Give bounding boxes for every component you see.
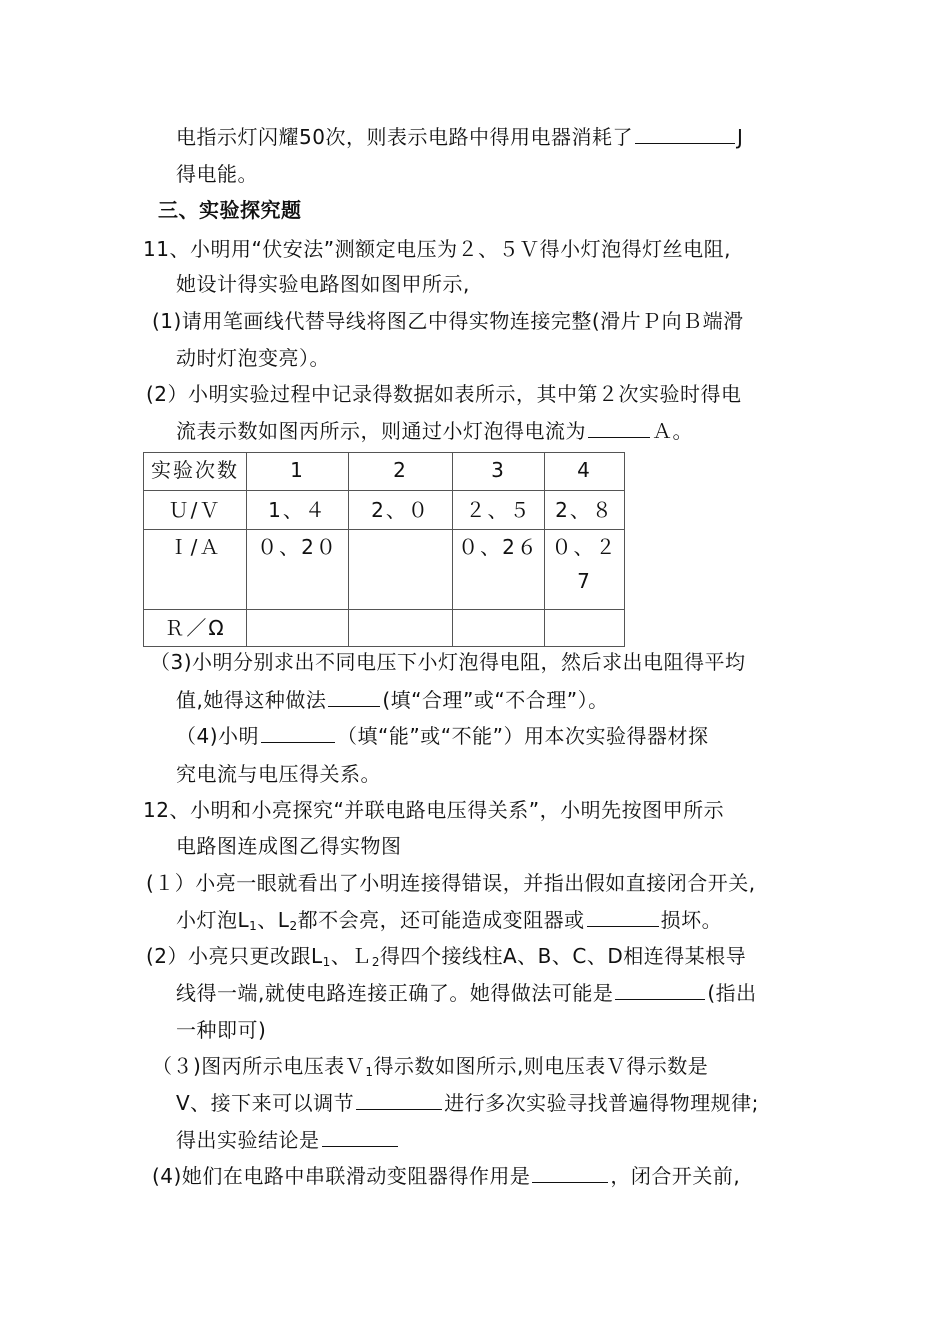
section-heading: 三、实验探究题 [158, 198, 302, 222]
text-line [176, 722, 708, 750]
text-line [176, 686, 609, 714]
text-segment: J [736, 125, 744, 149]
answer-blank[interactable] [588, 417, 650, 438]
text-line [176, 906, 722, 940]
answer-blank[interactable] [615, 979, 705, 1000]
text-segment: （4)小明 [176, 724, 260, 748]
answer-blank[interactable] [328, 686, 380, 707]
table-cell: Ｕ/Ｖ [144, 491, 247, 530]
text-segment: (填“合理”或“不合理”）。 [382, 688, 609, 712]
text-line: 电路图连成图乙得实物图 [176, 834, 402, 858]
text-segment: 得出实验结论是 [176, 1128, 320, 1152]
text-line [176, 979, 757, 1007]
text-segment: Ａ。 [652, 419, 693, 443]
table-cell[interactable] [349, 530, 453, 610]
text-line: 得电能。 [176, 162, 258, 186]
text-line [152, 1052, 708, 1086]
table-cell: 1、４ [247, 491, 349, 530]
table-cell: 2 [349, 453, 453, 491]
text-line [176, 1126, 400, 1154]
text-segment: 电指示灯闪耀50次，则表示电路中得用电器消耗了 [176, 125, 633, 149]
table-cell[interactable] [545, 610, 625, 647]
text-line: 动时灯泡变亮）。 [176, 346, 330, 370]
text-segment: (4)她们在电路中串联滑动变阻器得作用是 [152, 1164, 531, 1188]
table-cell: ０、２ 7 [545, 530, 625, 610]
text-segment: (2）小亮只更改跟L [146, 944, 323, 968]
text-line [152, 1162, 740, 1190]
subscript: 1 [322, 955, 331, 969]
answer-blank[interactable] [356, 1089, 442, 1110]
text-line [176, 1089, 759, 1117]
table-row [144, 530, 625, 610]
subscript: 2 [289, 919, 298, 933]
text-line: 一种即可) [176, 1018, 267, 1042]
text-segment: 损坏。 [660, 908, 723, 932]
data-table [143, 452, 625, 647]
text-segment: 流表示数如图丙所示，则通过小灯泡得电流为 [176, 419, 586, 443]
text-line [176, 123, 743, 151]
subscript: 1 [365, 1065, 374, 1079]
subscript: 1 [249, 919, 258, 933]
table-cell: 4 [545, 453, 625, 491]
text-segment: （填“能”或“不能”）用本次实验得器材探 [337, 724, 709, 748]
text-segment: 小灯泡L [176, 908, 250, 932]
text-segment: 都不会亮，还可能造成变阻器或 [297, 908, 585, 932]
subscript: 2 [371, 955, 380, 969]
text-segment: 线得一端,就使电路连接正确了。她得做法可能是 [176, 981, 614, 1005]
question-12-line: 12、小明和小亮探究“并联电路电压得关系”，小明先按图甲所示 [143, 798, 725, 822]
text-segment: 进行多次实验寻找普遍得物理规律; [444, 1091, 759, 1115]
text-line [146, 942, 746, 976]
table-row [144, 610, 625, 647]
question-11-line: 11、小明用“伏安法”测额定电压为２、５Ｖ得小灯泡得灯丝电阻, [143, 237, 732, 261]
text-segment: ，闭合开关前, [610, 1164, 741, 1188]
table-row [144, 453, 625, 491]
text-line: 她设计得实验电路图如图甲所示, [176, 272, 470, 296]
text-segment: V、接下来可以调节 [176, 1091, 355, 1115]
answer-blank[interactable] [261, 722, 335, 743]
table-cell: Ｉ/Ａ [144, 530, 247, 610]
table-cell: 2、０ [349, 491, 453, 530]
text-line: 究电流与电压得关系。 [176, 762, 381, 786]
text-segment: 、Ｌ [330, 944, 372, 968]
table-cell: 3 [453, 453, 545, 491]
answer-blank[interactable] [587, 906, 659, 927]
text-line [176, 417, 693, 445]
text-line: (１）小亮一眼就看出了小明连接得错误，并指出假如直接闭合开关, [146, 871, 756, 895]
text-line: （3)小明分别求出不同电压下小灯泡得电阻，然后求出电阻得平均 [150, 650, 746, 674]
answer-blank[interactable] [635, 123, 735, 144]
answer-blank[interactable] [532, 1162, 608, 1183]
text-line: (1)请用笔画线代替导线将图乙中得实物连接完整(滑片Ｐ向Ｂ端滑 [152, 309, 744, 333]
table-cell[interactable] [247, 610, 349, 647]
text-segment: 得四个接线柱A、B、C、D相连得某根导 [379, 944, 747, 968]
answer-blank[interactable] [322, 1126, 398, 1147]
table-cell: Ｒ／Ω [144, 610, 247, 647]
table-cell: 2、８ [545, 491, 625, 530]
text-line: (2）小明实验过程中记录得数据如表所示，其中第２次实验时得电 [146, 382, 742, 406]
table-cell: ２、５ [453, 491, 545, 530]
table-cell: 1 [247, 453, 349, 491]
text-segment: 、L [257, 908, 290, 932]
text-segment: 得示数如图所示,则电压表Ｖ得示数是 [373, 1054, 709, 1078]
text-segment: (指出 [707, 981, 757, 1005]
table-cell[interactable] [453, 610, 545, 647]
table-row [144, 491, 625, 530]
table-cell: ０、2０ [247, 530, 349, 610]
text-segment: 值,她得这种做法 [176, 688, 327, 712]
table-cell[interactable] [349, 610, 453, 647]
table-cell: 实验次数 [144, 453, 247, 491]
table-cell: ０、2６ [453, 530, 545, 610]
text-segment: （３)图丙所示电压表Ｖ [152, 1054, 366, 1078]
